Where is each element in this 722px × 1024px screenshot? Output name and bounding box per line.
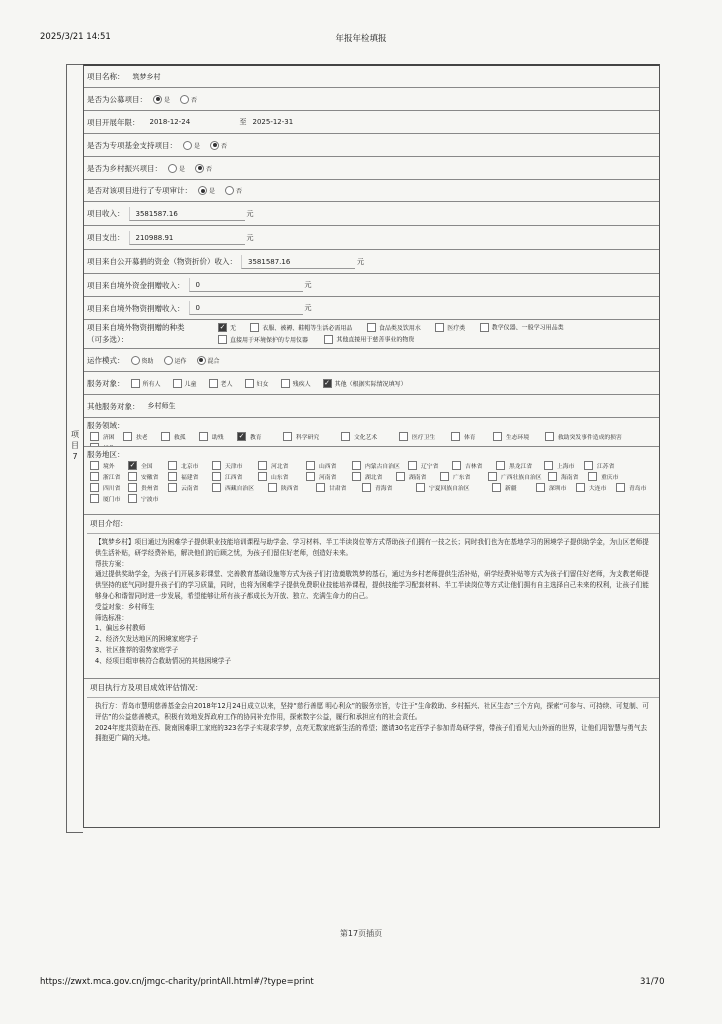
goods-daily-checkbox[interactable] (250, 323, 259, 332)
fields-item-text: 医疗卫生 (412, 435, 436, 441)
mode-mixed-radio[interactable] (197, 356, 206, 365)
row-targets (84, 372, 659, 395)
fields-label: 服务领域： (87, 421, 125, 430)
regions-item-text: 云南省 (181, 486, 199, 492)
expense-label: 项目支出： (87, 233, 125, 242)
mode-mixed-text: 混合 (207, 357, 220, 365)
page-insert-label: 第17页插页 (339, 929, 383, 938)
public-income-label: 项目来自公开募捐的资金（物资折价）收入： (87, 257, 237, 266)
foreign-goods-input[interactable]: 0 (189, 301, 303, 315)
regions-item[interactable] (212, 482, 268, 493)
row-income (84, 202, 659, 226)
project-form (83, 64, 660, 828)
fields-item-text: 文化艺术 (354, 435, 378, 441)
fields-checkbox[interactable] (161, 432, 170, 441)
rural-yes-text: 是 (179, 165, 186, 173)
fields-checkbox[interactable] (451, 432, 460, 441)
regions-item[interactable] (576, 482, 616, 493)
page-title: 年报年检填报 (335, 34, 387, 44)
special-fund-no-text: 否 (221, 142, 228, 150)
mode-fund-radio[interactable] (131, 356, 140, 365)
fields-checkbox[interactable] (341, 432, 350, 441)
fields-item[interactable] (123, 431, 161, 442)
goods-food-text: 食品类及饮用水 (378, 324, 421, 332)
regions-checkbox[interactable] (90, 472, 99, 481)
row-foreign-funds (84, 274, 659, 297)
audit-no-text: 否 (236, 188, 243, 195)
regions-item[interactable] (128, 493, 168, 504)
public-fundraising-yes-text: 是 (164, 96, 171, 104)
goods-teaching-checkbox[interactable] (480, 323, 489, 332)
expense-unit: 元 (246, 233, 254, 242)
fields-item-text: 救助突发事件造成的损害 (558, 435, 622, 441)
target-other-checkbox[interactable]: ✓ (324, 378, 331, 387)
regions-item[interactable] (306, 460, 352, 471)
regions-checkbox[interactable] (548, 472, 557, 481)
intro-body (87, 533, 659, 667)
intro-paragraph: 1、偏远乡村教师 (95, 624, 146, 633)
audit-no-radio[interactable] (225, 186, 234, 195)
goods-medical-text: 医疗类 (447, 324, 466, 332)
rural-no-radio[interactable] (195, 164, 204, 173)
goods-other-checkbox[interactable] (324, 335, 333, 344)
regions-item-text: 辽宁省 (421, 464, 439, 470)
regions-checkbox[interactable] (128, 494, 137, 503)
execution-body (87, 697, 659, 744)
regions-item[interactable] (544, 460, 584, 471)
row-rural (84, 157, 659, 180)
target-children-checkbox[interactable] (173, 379, 182, 388)
regions-checkbox[interactable] (90, 494, 99, 503)
regions-item[interactable] (396, 471, 440, 482)
income-label: 项目收入： (87, 209, 125, 218)
regions-checkbox[interactable] (352, 461, 361, 470)
foreign-funds-label: 项目来自境外资金捐赠收入： (87, 280, 185, 290)
regions-item[interactable] (588, 471, 628, 482)
regions-item-text: 新疆 (505, 486, 517, 492)
regions-item-text: 青海省 (375, 486, 393, 492)
regions-checkbox[interactable] (584, 461, 593, 470)
regions-item[interactable] (90, 460, 128, 471)
regions-item[interactable] (128, 471, 168, 482)
regions-item-text: 江西省 (225, 475, 243, 481)
income-input[interactable]: 3581587.16 (129, 207, 245, 221)
regions-item[interactable] (128, 482, 168, 493)
regions-item[interactable] (488, 471, 548, 482)
regions-item[interactable] (352, 471, 396, 482)
fields-item-text: 助残 (212, 435, 224, 441)
special-fund-yes-radio[interactable] (183, 141, 192, 150)
regions-item[interactable] (416, 482, 492, 493)
fields-item[interactable] (199, 431, 237, 442)
regions-checkbox[interactable] (496, 461, 505, 470)
regions-item-text: 厦门市 (103, 497, 121, 503)
regions-item[interactable] (168, 460, 212, 471)
regions-checkbox[interactable] (258, 461, 267, 470)
project-name-label: 项目名称： (87, 72, 125, 81)
target-women-checkbox[interactable] (245, 379, 254, 388)
regions-item[interactable] (90, 482, 128, 493)
regions-item-text: 广东省 (453, 475, 471, 481)
regions-label: 服务地区： (87, 450, 125, 459)
regions-item-text: 湖南省 (409, 475, 427, 481)
side-column (66, 64, 83, 833)
mode-operate-radio[interactable] (164, 356, 173, 365)
fields-item[interactable] (283, 431, 341, 442)
regions-checkbox[interactable] (396, 472, 405, 481)
target-all-checkbox[interactable] (131, 379, 140, 388)
regions-item[interactable] (168, 482, 212, 493)
regions-item-text: 吉林省 (465, 464, 483, 470)
regions-item[interactable] (408, 460, 452, 471)
regions-checkbox[interactable] (416, 483, 425, 492)
regions-checkbox[interactable] (212, 461, 221, 470)
audit-label: 是否对该项目进行了专项审计： (87, 186, 192, 195)
regions-item-text: 深圳市 (549, 486, 567, 492)
goods-types-sublabel: （可多选）： (87, 335, 129, 344)
public-fundraising-yes-radio[interactable] (153, 95, 162, 104)
fields-item[interactable] (341, 431, 399, 442)
public-fundraising-no-radio[interactable] (180, 95, 189, 104)
goods-none-checkbox[interactable]: ✓ (219, 322, 226, 331)
target-all-text: 所有人 (142, 380, 161, 388)
foreign-funds-unit: 元 (304, 281, 312, 289)
intro-paragraph: 3、社区推荐的弱势家庭学子 (95, 645, 179, 654)
audit-yes-text: 是 (209, 188, 216, 195)
row-other-targets (84, 395, 659, 418)
public-fundraising-label: 是否为公募项目： (87, 94, 147, 104)
regions-item-text: 河南省 (319, 475, 337, 481)
foreign-goods-unit: 元 (304, 304, 312, 312)
public-income-unit: 元 (357, 257, 364, 266)
fields-checkbox[interactable] (90, 432, 99, 441)
fields-checkbox[interactable] (545, 432, 554, 441)
regions-item[interactable] (616, 482, 656, 493)
regions-item[interactable] (316, 482, 362, 493)
row-period (84, 111, 659, 134)
regions-checkbox[interactable] (258, 472, 267, 481)
target-disabled-checkbox[interactable] (281, 379, 290, 388)
fields-item-text: 济困 (103, 435, 115, 441)
goods-teaching-text: 教学仪器、一般学习用品类 (491, 324, 564, 332)
regions-item-text: 天津市 (225, 464, 243, 470)
regions-checkbox[interactable] (306, 461, 315, 470)
regions-checkbox[interactable] (212, 483, 221, 492)
foreign-goods-label: 项目来自境外物资捐赠收入： (87, 303, 185, 313)
regions-checkbox[interactable] (452, 461, 461, 470)
fields-item[interactable] (237, 431, 283, 442)
fields-checkbox[interactable] (399, 432, 408, 441)
target-elderly-text: 老人 (220, 380, 233, 388)
goods-daily-text: 衣服、被褥、鞋帽等生活必需用品 (262, 324, 353, 332)
regions-item-text: 境外 (103, 464, 115, 470)
fields-grid (87, 431, 659, 447)
regions-item[interactable] (258, 471, 306, 482)
foreign-funds-input[interactable]: 0 (189, 278, 303, 292)
regions-checkbox[interactable] (90, 461, 99, 470)
regions-item-text: 湖北省 (365, 475, 383, 481)
goods-env-checkbox[interactable] (218, 335, 227, 344)
period-label: 项目开展年限： (87, 117, 140, 127)
regions-item[interactable] (258, 460, 306, 471)
regions-item[interactable] (90, 471, 128, 482)
regions-item[interactable] (90, 493, 128, 504)
row-goods-types (84, 320, 659, 349)
regions-item-text: 宁波市 (141, 497, 159, 503)
regions-item-text: 全国 (141, 464, 153, 470)
regions-item-text: 重庆市 (601, 475, 619, 481)
print-datetime: 2025/3/21 14:51 (40, 32, 111, 42)
regions-item-text: 四川省 (103, 486, 121, 492)
regions-item[interactable] (548, 471, 588, 482)
target-women-text: 妇女 (256, 380, 269, 388)
regions-item-text: 山东省 (271, 475, 289, 481)
regions-checkbox[interactable] (536, 483, 545, 492)
mode-fund-text: 资助 (141, 357, 154, 365)
other-targets-value[interactable]: 乡村师生 (147, 402, 176, 410)
regions-item-text: 大连市 (589, 486, 607, 492)
intro-paragraph: 【筑梦乡村】项目通过为困难学子提供职业技能培训课程与助学金、学习材料、半工半读岗位等方式帮助孩子们拥有一技之长；同时我们也为在基地学习的困境学子提供助学金，为山区老师提供生活补贴，研学经费补贴，解决他们的后顾之忧，为孩子们留住好老师，创造好未来。 (95, 538, 649, 557)
regions-checkbox[interactable] (212, 472, 221, 481)
regions-item-text: 海南省 (561, 475, 579, 481)
regions-checkbox[interactable] (352, 472, 361, 481)
regions-checkbox[interactable] (408, 461, 417, 470)
goods-env-text: 直接用于环境保护的专用仪器 (230, 336, 309, 344)
regions-checkbox[interactable] (168, 472, 177, 481)
fields-item[interactable] (90, 431, 123, 442)
special-fund-yes-text: 是 (194, 142, 201, 150)
fields-checkbox[interactable] (123, 432, 132, 441)
print-url: https://zwxt.mca.gov.cn/jmgc-charity/printAll.html#/?type=print (40, 977, 314, 987)
target-disabled-text: 残疾人 (292, 380, 311, 388)
row-public-fundraising (84, 88, 659, 111)
other-targets-label: 其他服务对象： (87, 401, 140, 411)
regions-item[interactable] (168, 471, 212, 482)
regions-item-text: 福建省 (181, 475, 199, 481)
goods-medical-checkbox[interactable] (435, 323, 444, 332)
audit-yes-radio[interactable] (198, 186, 207, 195)
target-children-text: 儿童 (184, 380, 197, 388)
regions-checkbox[interactable] (588, 472, 597, 481)
regions-checkbox[interactable] (128, 472, 137, 481)
regions-item[interactable] (496, 460, 544, 471)
fields-item[interactable] (451, 431, 493, 442)
rural-label: 是否为乡村振兴项目： (87, 163, 162, 173)
regions-item[interactable] (352, 460, 408, 471)
row-audit (84, 180, 659, 202)
regions-item[interactable] (212, 471, 258, 482)
regions-item-text: 黑龙江省 (509, 464, 533, 470)
regions-item-text: 上海市 (557, 464, 575, 470)
fields-item[interactable] (399, 431, 451, 442)
fields-item-text: 教育 (250, 435, 262, 441)
regions-checkbox[interactable] (492, 483, 501, 492)
execution-label: 项目执行方及项目成效评估情况： (90, 683, 203, 692)
regions-checkbox[interactable] (576, 483, 585, 492)
mode-label: 运作模式： (87, 355, 125, 365)
intro-paragraph: 筛选标准： (95, 613, 128, 622)
intro-paragraph: 2、经济欠发达地区的困境家庭学子 (95, 635, 199, 644)
row-execution (84, 679, 659, 827)
regions-checkbox[interactable] (488, 472, 497, 481)
regions-item[interactable] (212, 460, 258, 471)
goods-food-checkbox[interactable] (367, 323, 376, 332)
target-elderly-checkbox[interactable] (209, 379, 218, 388)
rural-no-text: 否 (206, 165, 213, 173)
row-fields (84, 418, 659, 447)
target-other-text: 其他（根据实际情况填写） (334, 380, 407, 388)
intro-paragraph: 帮扶方案： (95, 559, 128, 568)
regions-grid (87, 460, 659, 504)
regions-item-text: 贵州省 (141, 486, 159, 492)
regions-item-text: 江苏省 (597, 464, 615, 470)
expense-input[interactable]: 210988.91 (129, 231, 245, 245)
fields-item[interactable] (545, 431, 633, 442)
row-foreign-goods (84, 297, 659, 320)
page-count: 31/70 (640, 977, 665, 987)
regions-item[interactable] (268, 482, 316, 493)
regions-item-text: 陕西省 (281, 486, 299, 492)
regions-item-text: 青岛市 (629, 486, 647, 492)
execution-paragraph: 执行方：青岛市慧明慈善基金会自2018年12月24日成立以来，坚持“慈行善愿 明心利众”的服务宗旨，专注于“生命救助、乡村振兴、社区生态”三个方向，探索“可参与、可持续、可复制、可评估”的公益慈善模式，积极有效地发挥政府工作的协同补充作用，探索数字公益，履行和承担应有的社会责任。 (95, 702, 649, 721)
regions-item[interactable] (452, 460, 496, 471)
project-name-value: 筑梦乡村 (132, 72, 161, 81)
regions-item-text: 浙江省 (103, 475, 121, 481)
regions-item[interactable] (536, 482, 576, 493)
intro-paragraph: 受益对象：乡村师生 (95, 602, 155, 611)
goods-other-text: 其他直接用于慈善事业的物资 (336, 336, 415, 344)
row-regions (84, 447, 659, 515)
regions-checkbox[interactable] (362, 483, 371, 492)
fields-item[interactable] (161, 431, 199, 442)
regions-item-text: 广西壮族自治区 (501, 475, 542, 481)
regions-item-text: 西藏自治区 (225, 486, 254, 492)
period-sep: 至 (239, 118, 247, 126)
fields-item[interactable] (493, 431, 545, 442)
regions-checkbox[interactable] (168, 461, 177, 470)
fields-checkbox[interactable] (283, 432, 292, 441)
row-mode (84, 349, 659, 372)
targets-label: 服务对象： (87, 378, 125, 388)
goods-none-text: 无 (230, 324, 237, 332)
intro-paragraph: 4、经项目组审核符合救助情况的其他困境学子 (95, 656, 232, 665)
fields-item-text: 生态环境 (506, 435, 530, 441)
regions-item-text: 山西省 (319, 464, 337, 470)
regions-checkbox[interactable] (306, 472, 315, 481)
regions-item[interactable] (492, 482, 536, 493)
row-expense (84, 226, 659, 250)
row-project-name (84, 66, 659, 88)
period-end[interactable]: 2025-12-31 (252, 118, 294, 126)
special-fund-label: 是否为专项基金支持项目： (87, 140, 177, 150)
regions-item[interactable] (440, 471, 488, 482)
regions-checkbox[interactable] (616, 483, 625, 492)
public-fundraising-no-text: 否 (191, 96, 198, 104)
fields-item-text: 科学研究 (296, 435, 320, 441)
regions-item[interactable] (584, 460, 624, 471)
public-income-input[interactable]: 3581587.16 (241, 255, 355, 269)
regions-item-text: 北京市 (181, 464, 199, 470)
regions-item[interactable] (128, 460, 168, 471)
income-unit: 元 (246, 209, 254, 218)
regions-checkbox[interactable] (440, 472, 449, 481)
goods-types-label: 项目来自境外物资捐赠的种类 (87, 323, 185, 332)
row-intro (84, 515, 659, 679)
fields-item-text: 体育 (464, 435, 476, 441)
fields-item-text: 救孤 (174, 435, 186, 441)
regions-item-text: 河北省 (271, 464, 289, 470)
regions-item-text: 安徽省 (141, 475, 159, 481)
regions-checkbox[interactable] (128, 483, 137, 492)
regions-checkbox[interactable] (168, 483, 177, 492)
rural-yes-radio[interactable] (168, 164, 177, 173)
intro-paragraph: 通过提供奖助学金，为孩子们开展多彩课堂、完善教育基础设施等方式为孩子们打造奠敬筑梦的基石，通过为乡村老师提供生活补贴，研学经费补贴等方式为孩子们留住好老师，为支教老师提供坚持的底气同时提升孩子们的学习质量，同时，也将为困难学子提供免费职业技能培养课程，提供技能学习配套材料、半工半读岗位等方式让他们拥有自主选择自己未来的权利，让孩子们能够身心和谐智同时进一步发展，希望能够让所有孩子都成长为开放、独立、充满生命力的自己。 (95, 570, 649, 600)
fields-item-text: 扶老 (136, 435, 148, 441)
special-fund-no-radio[interactable] (210, 141, 219, 150)
regions-item[interactable] (362, 482, 416, 493)
regions-item[interactable] (306, 471, 352, 482)
regions-checkbox[interactable]: ✓ (129, 461, 136, 469)
regions-checkbox[interactable] (316, 483, 325, 492)
regions-checkbox[interactable] (90, 483, 99, 492)
row-special-fund (84, 134, 659, 157)
regions-checkbox[interactable] (268, 483, 277, 492)
fields-checkbox[interactable] (199, 432, 208, 441)
mode-operate-text: 运作 (174, 357, 187, 365)
regions-item-text: 宁夏回族自治区 (429, 486, 470, 492)
regions-item-text: 甘肃省 (329, 486, 347, 492)
row-public-income (84, 250, 659, 274)
intro-label: 项目介绍： (90, 519, 128, 528)
side-label-project-7: 项目7 (71, 430, 79, 461)
fields-checkbox[interactable] (493, 432, 502, 441)
period-start[interactable]: 2018-12-24 (149, 118, 191, 126)
regions-item-text: 内蒙古自治区 (365, 464, 400, 470)
fields-checkbox[interactable]: ✓ (238, 432, 245, 440)
execution-paragraph: 2024年度共资助在西、陇南困难职工家庭的323名学子实现求学梦，点亮无数家庭新生活的希望；邀请30名定西学子参加青岛研学营，带孩子们看见大山外面的世界，让他们用智慧与勇气去拥抱更广阔的天地。 (95, 723, 648, 743)
regions-checkbox[interactable] (544, 461, 553, 470)
